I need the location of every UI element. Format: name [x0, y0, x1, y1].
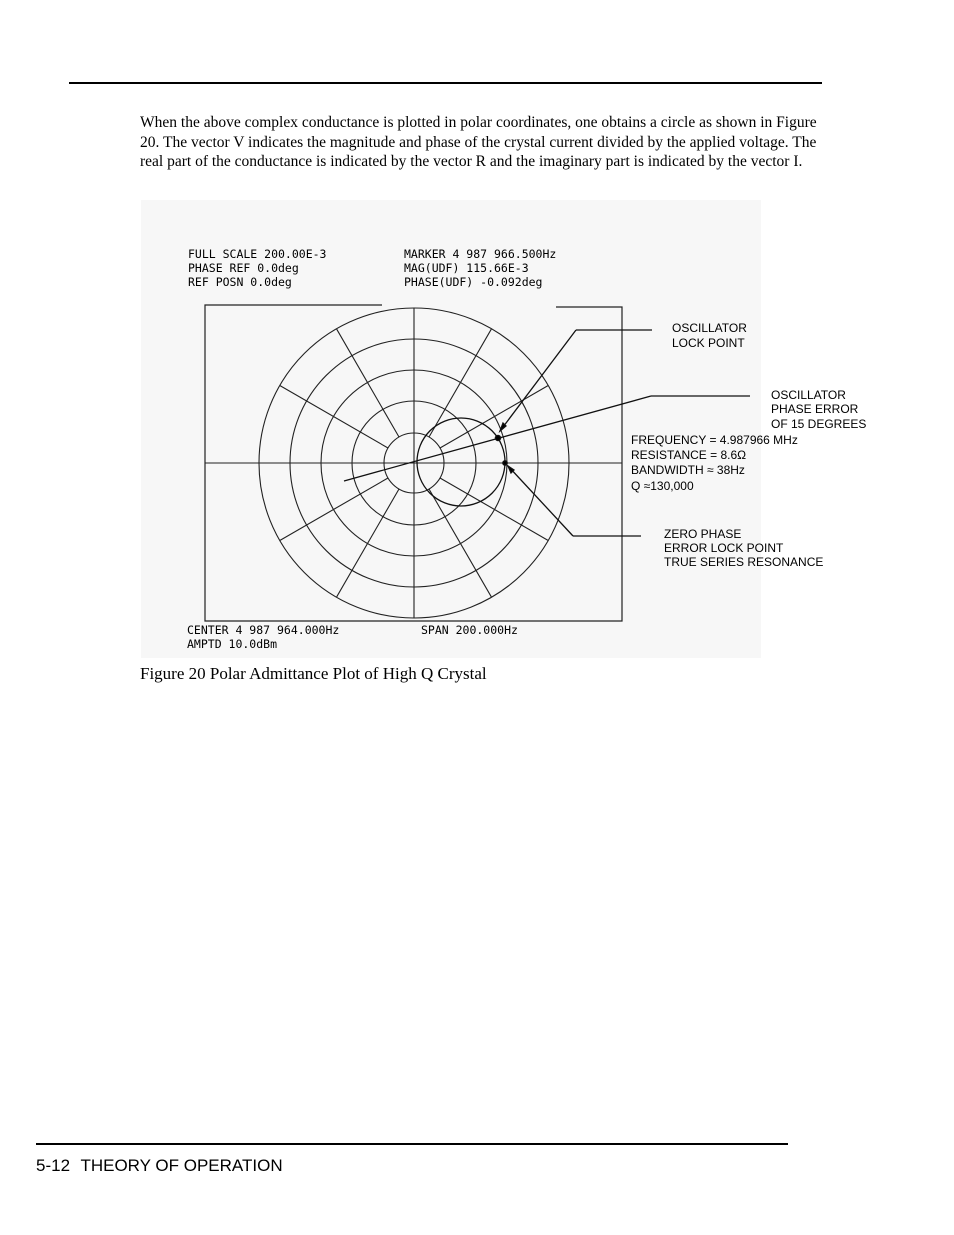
header-left-line-3: REF POSN 0.0deg [188, 275, 292, 289]
bottom-rule [36, 1143, 788, 1145]
phase-error-line-2: PHASE ERROR [771, 402, 859, 416]
annotation-lock-point [672, 321, 747, 350]
page-number: 5-12 [36, 1156, 71, 1175]
header-right-line-1: MARKER 4 987 966.500Hz [404, 247, 557, 261]
body-paragraph: When the above complex conductance is plotted in polar coordinates, one obtains a circle as shown in Figure 20. The vector V indicates the magnitude and phase of the crystal current divided by the applied voltage. The real part of the conductance is indicated by the vector R and the imaginary part is indicated by the vector I. [140, 114, 817, 170]
lock-point-line-2: LOCK POINT [672, 336, 745, 350]
param-q: Q ≈130,000 [631, 479, 694, 493]
phase-error-line-1: OSCILLATOR [771, 388, 846, 402]
footer-span: SPAN 200.000Hz [421, 623, 518, 637]
section-title: THEORY OF OPERATION [80, 1156, 283, 1175]
footer-amptd: AMPTD 10.0dBm [187, 637, 278, 651]
page-footer [36, 1156, 283, 1176]
header-left-line-1: FULL SCALE 200.00E-3 [188, 247, 327, 261]
header-left-line-2: PHASE REF 0.0deg [188, 261, 299, 275]
param-resistance: RESISTANCE = 8.6Ω [631, 448, 747, 462]
lock-point-line-1: OSCILLATOR [672, 321, 747, 335]
zero-phase-line-3: TRUE SERIES RESONANCE [664, 555, 824, 569]
footer-center: CENTER 4 987 964.000Hz [187, 623, 340, 637]
annotation-phase-error [771, 388, 866, 431]
marker-point [495, 435, 500, 440]
zero-phase-point [503, 461, 507, 465]
phase-error-line-3: OF 15 DEGREES [771, 417, 867, 431]
header-right-line-2: MAG(UDF) 115.66E-3 [404, 261, 529, 275]
param-bandwidth: BANDWIDTH ≈ 38Hz [631, 463, 745, 477]
param-frequency: FREQUENCY = 4.987966 MHz [631, 433, 798, 447]
zero-phase-line-1: ZERO PHASE [664, 527, 742, 541]
zero-phase-line-2: ERROR LOCK POINT [664, 541, 784, 555]
figure-caption: Figure 20 Polar Admittance Plot of High Q Crystal [140, 664, 487, 683]
header-right-line-3: PHASE(UDF) -0.092deg [404, 275, 543, 289]
